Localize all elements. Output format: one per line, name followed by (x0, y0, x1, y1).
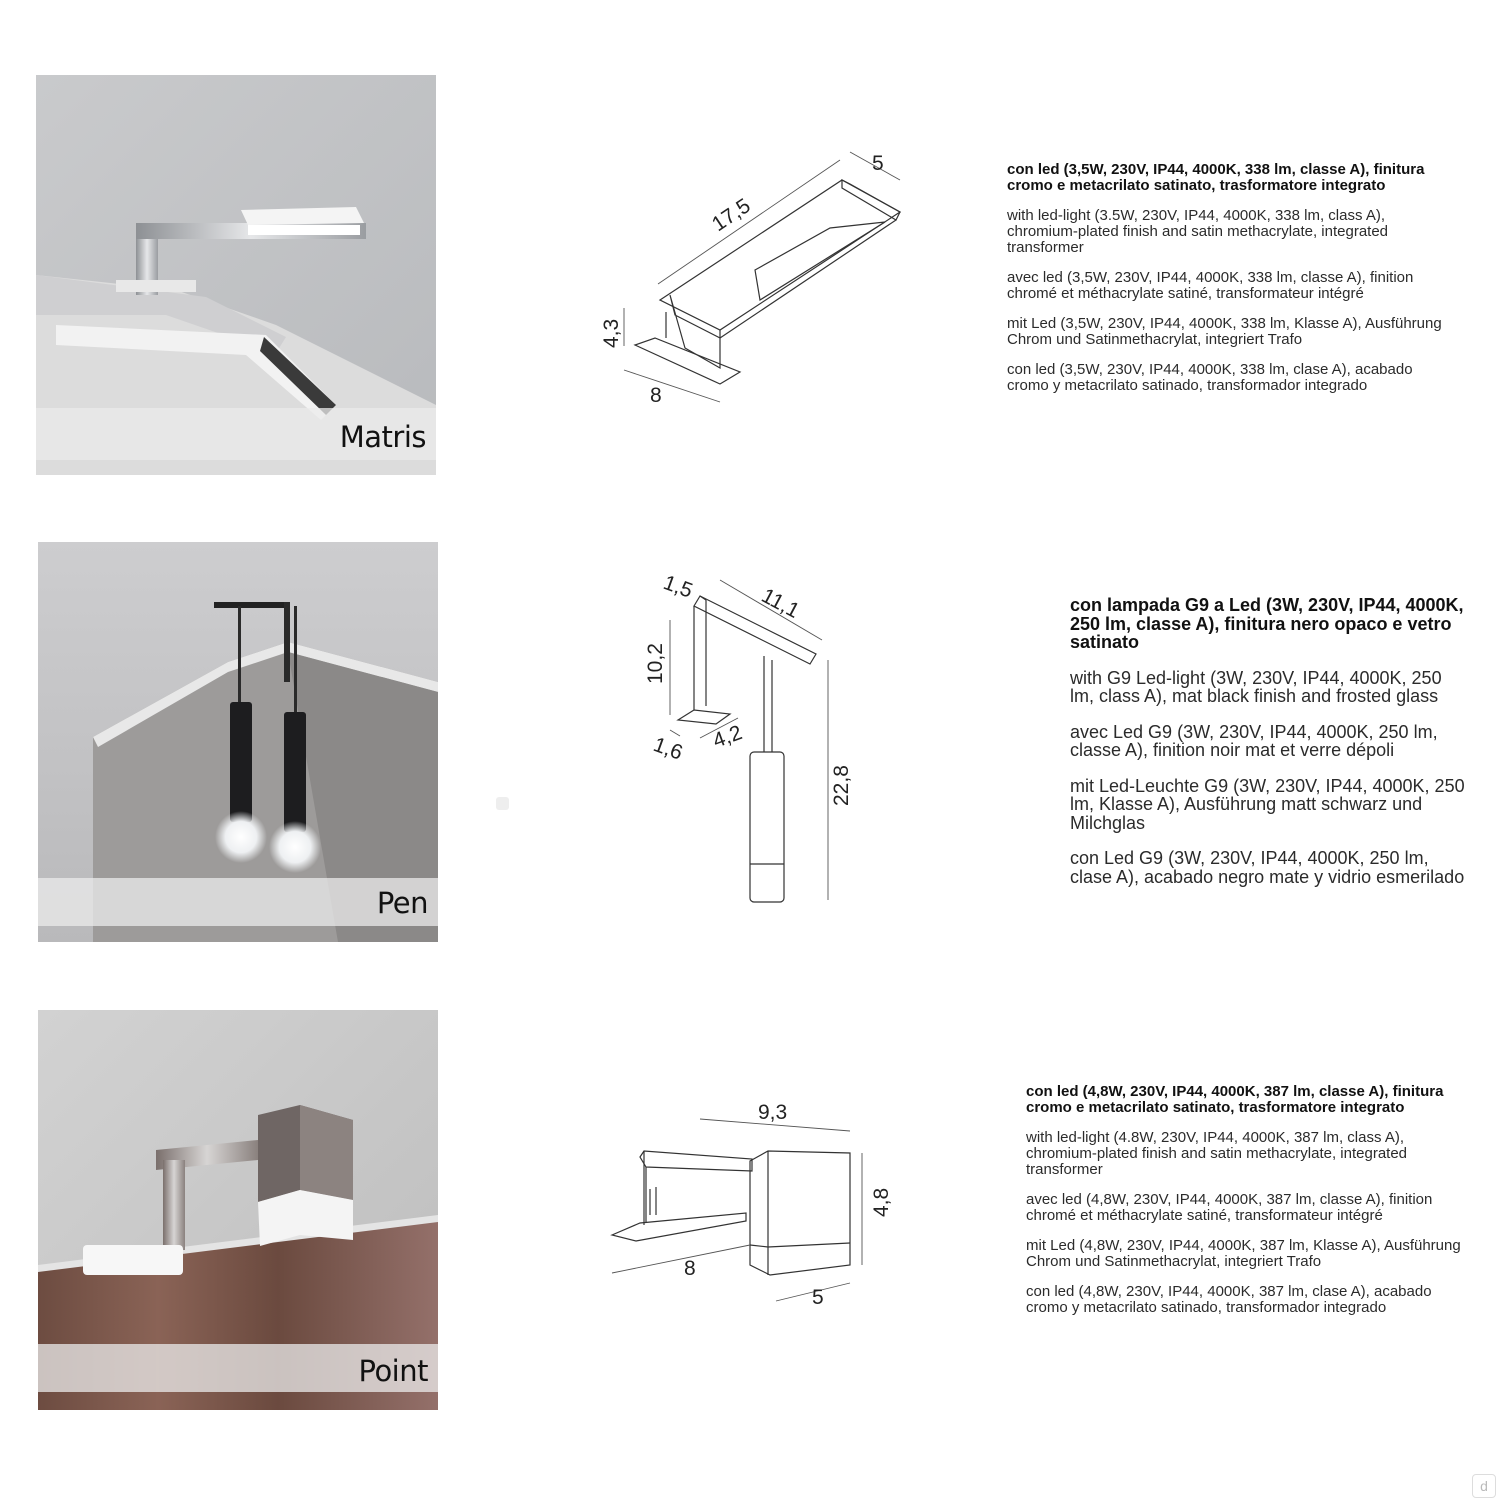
dim-depth: 5 (872, 152, 884, 175)
site-logo: d (1472, 1474, 1496, 1498)
marker-dot (496, 797, 509, 810)
dim-height: 10,2 (644, 643, 667, 684)
desc-fr: avec led (4,8W, 230V, IP44, 4000K, 387 lm, classe A), finition chromé et méthacrylate satiné, transformateur intégré (1026, 1191, 1433, 1224)
dim-length: 17,5 (707, 194, 755, 237)
product-name: Matris (339, 420, 426, 454)
desc-en: with led-light (4.8W, 230V, IP44, 4000K, 387 lm, class A), chromium-plated finish and satin methacrylate, integrated transformer (1026, 1129, 1408, 1178)
dim-top: 1,5 (660, 571, 696, 603)
dim-base: 8 (684, 1257, 696, 1280)
matris-description (1007, 162, 1447, 408)
desc-fr: avec led (3,5W, 230V, IP44, 4000K, 338 lm, classe A), finition chromé et méthacrylate satiné, transformateur intégré (1007, 269, 1414, 302)
point-photo (38, 1010, 438, 1410)
desc-de: mit Led (4,8W, 230V, IP44, 4000K, 387 lm, Klasse A), Ausführung Chrom und Satinmethacrylat, integriert Trafo (1026, 1237, 1461, 1270)
dim-height: 4,3 (600, 318, 623, 348)
desc-it: con led (3,5W, 230V, IP44, 4000K, 338 lm, classe A), finitura cromo e metacrilato satinato, trasformatore integrato (1007, 161, 1425, 194)
desc-es: con led (3,5W, 230V, IP44, 4000K, 338 lm, clase A), acabado cromo y metacrilato satinado, transformador integrado (1007, 361, 1413, 394)
desc-it: con lampada G9 a Led (3W, 230V, IP44, 4000K, 250 lm, classe A), finitura nero opaco e vetro satinato (1070, 595, 1464, 652)
dim-length: 9,3 (758, 1101, 788, 1124)
product-name: Pen (376, 886, 428, 920)
desc-en: with G9 Led-light (3W, 230V, IP44, 4000K, 250 lm, class A), mat black finish and frosted glass (1070, 667, 1442, 706)
dim-height: 4,8 (870, 1187, 893, 1217)
product-name: Point (358, 1354, 428, 1388)
dim-base-length: 4,2 (709, 721, 746, 753)
pen-photo (38, 542, 438, 942)
desc-it: con led (4,8W, 230V, IP44, 4000K, 387 lm, classe A), finitura cromo e metacrilato satinato, trasformatore integrato (1026, 1083, 1444, 1116)
dim-arm: 11,1 (757, 584, 804, 623)
dim-base-width: 1,6 (650, 733, 686, 765)
matris-photo (36, 75, 436, 475)
desc-de: mit Led-Leuchte G9 (3W, 230V, IP44, 4000K, 250 lm, Klasse A), Ausführung matt schwarz und Milchglas (1070, 775, 1465, 833)
pen-description (1070, 596, 1465, 903)
matris-technical-drawing (580, 140, 920, 420)
desc-es: con led (4,8W, 230V, IP44, 4000K, 387 lm, clase A), acabado cromo y metacrilato satinado, transformador integrado (1026, 1283, 1432, 1316)
dim-base: 8 (650, 384, 662, 407)
dim-total: 22,8 (830, 765, 853, 806)
point-technical-drawing (600, 1095, 900, 1315)
point-description (1026, 1084, 1466, 1330)
desc-fr: avec Led G9 (3W, 230V, IP44, 4000K, 250 lm, classe A), finition noir mat et verre dépoli (1070, 721, 1438, 760)
pen-technical-drawing (630, 560, 870, 910)
desc-en: with led-light (3.5W, 230V, IP44, 4000K, 338 lm, class A), chromium-plated finish and satin methacrylate, integrated transformer (1007, 207, 1389, 256)
desc-de: mit Led (3,5W, 230V, IP44, 4000K, 338 lm, Klasse A), Ausführung Chrom und Satinmethacrylat, integriert Trafo (1007, 315, 1442, 348)
dim-depth: 5 (812, 1286, 824, 1309)
desc-es: con Led G9 (3W, 230V, IP44, 4000K, 250 lm, clase A), acabado negro mate y vidrio esmerilado (1070, 848, 1465, 887)
